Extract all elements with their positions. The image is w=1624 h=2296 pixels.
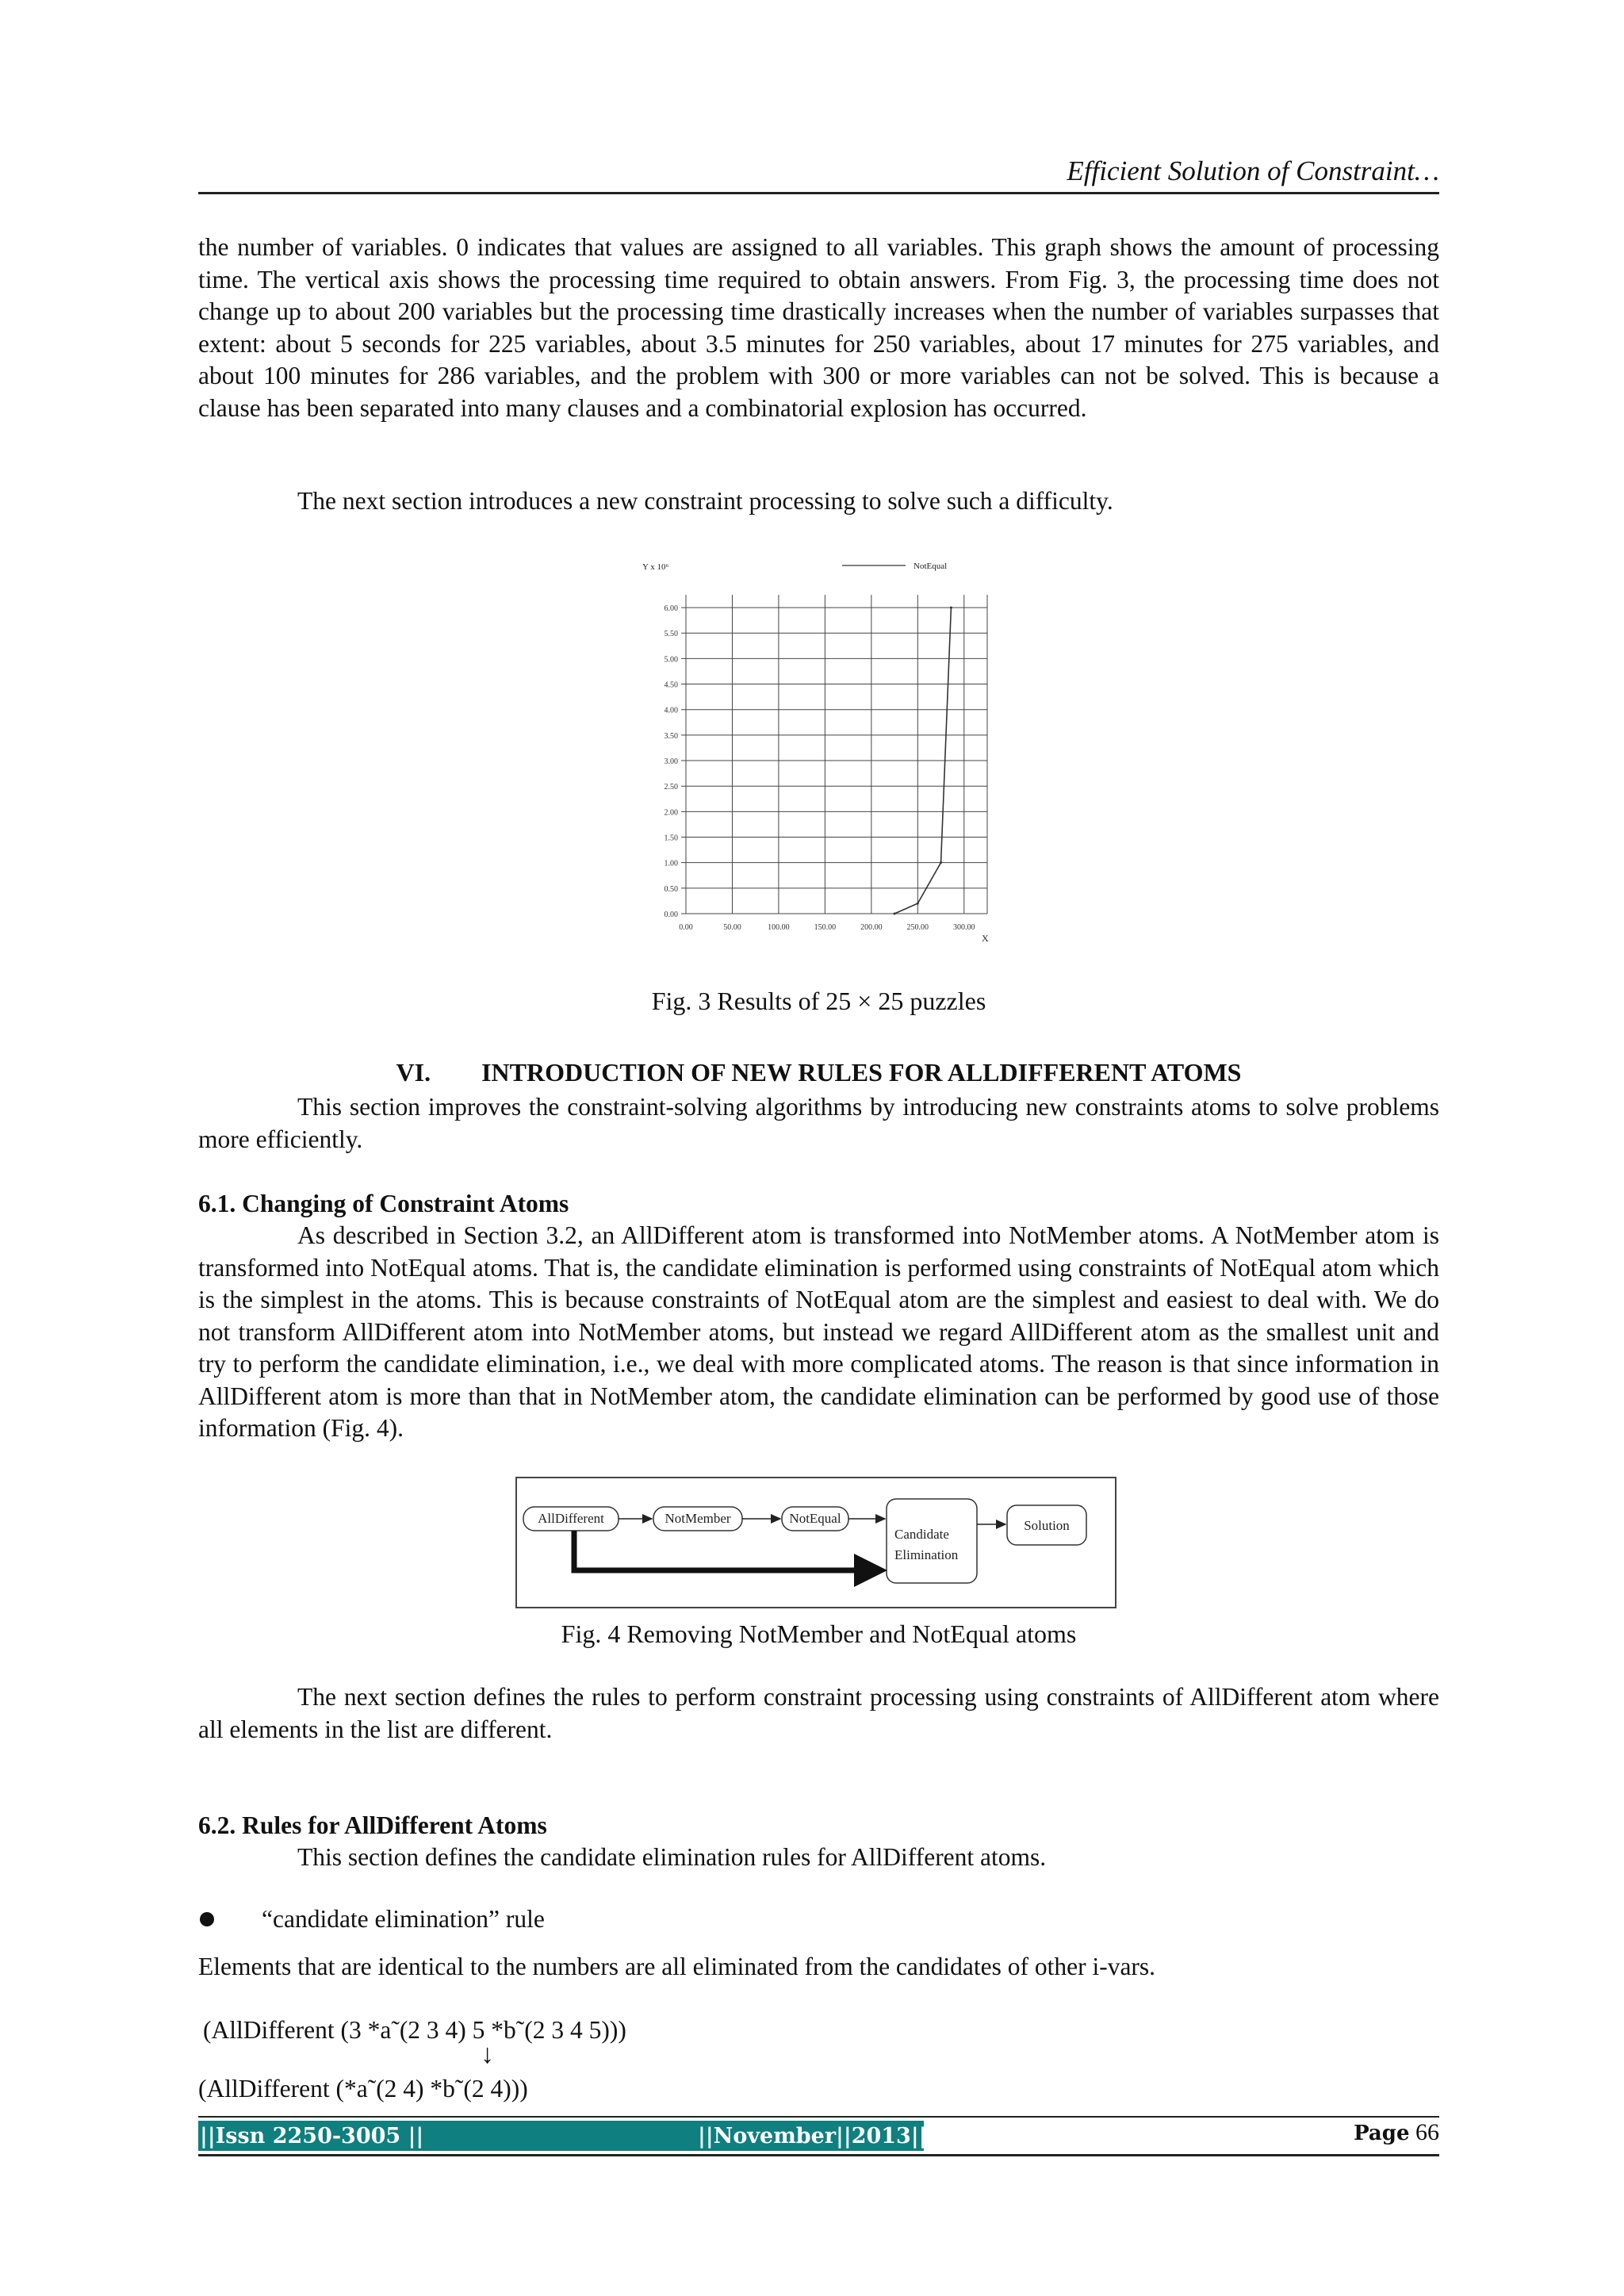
node-solution-label: Solution — [1024, 1518, 1070, 1533]
y-tick-label: 4.00 — [664, 706, 678, 715]
subsection-6-1-heading: 6.1. Changing of Constraint Atoms — [198, 1190, 569, 1217]
x-tick-label: 250.00 — [906, 923, 929, 932]
section-6-title — [198, 1058, 1439, 1087]
node-alldifferent-label: AllDifferent — [538, 1511, 604, 1526]
y-tick-label: 3.00 — [664, 757, 678, 767]
y-tick-label: 0.00 — [664, 910, 678, 919]
x-tick-label: 300.00 — [953, 923, 975, 932]
node-candidate-label-line2: Elimination — [894, 1547, 959, 1562]
node-notmember — [653, 1507, 742, 1531]
footer-bar — [198, 2121, 927, 2151]
x-tick-label: 100.00 — [768, 923, 790, 932]
y-tick-label: 5.00 — [664, 655, 678, 665]
legend-label: NotEqual — [914, 562, 948, 571]
rule-example-before: (AllDifferent (3 *a˜(2 3 4) 5 *b˜(2 3 4 5))) — [203, 2016, 626, 2044]
footer-top-rule — [198, 2116, 1439, 2118]
header-rule — [198, 192, 1439, 194]
footer-bottom-rule — [198, 2154, 1439, 2156]
node-notmember-label: NotMember — [665, 1511, 731, 1526]
y-tick-label: 0.50 — [664, 884, 678, 894]
data-point — [940, 861, 942, 864]
section-6-number: VI. — [396, 1058, 431, 1087]
figure-4-diagram — [515, 1477, 1118, 1610]
after-figure-4-paragraph: The next section defines the rules to perform constraint processing using constraints of AllDifferent atom where all elements in the list are different. — [198, 1683, 1439, 1743]
x-axis-label: X — [982, 933, 989, 944]
bullet-dot-icon — [200, 1912, 214, 1926]
data-point — [894, 913, 896, 915]
footer-issn: ||Issn 2250-3005 || — [200, 2124, 424, 2148]
y-axis-label: Y x 10⁶ — [642, 562, 669, 572]
footer-page-number: 66 — [1415, 2119, 1439, 2145]
down-arrow-icon: ↓ — [481, 2040, 494, 2069]
rule-description: Elements that are identical to the numbers are all eliminated from the candidates of other i-vars. — [198, 1953, 1156, 1980]
data-point — [917, 903, 919, 905]
y-tick-label: 1.50 — [664, 834, 678, 843]
section-6-intro: This section improves the constraint-solving algorithms by introducing new constraints atoms to solve problems more efficiently. — [198, 1093, 1439, 1153]
x-tick-label: 0.00 — [679, 923, 693, 932]
y-tick-label: 1.00 — [664, 859, 678, 868]
y-tick-label: 3.50 — [664, 731, 678, 741]
y-tick-label: 6.00 — [664, 604, 678, 614]
section-6-heading: INTRODUCTION OF NEW RULES FOR ALLDIFFERENT ATOMS — [481, 1058, 1242, 1087]
subsection-6-2-intro: This section defines the candidate elimination rules for AllDifferent atoms. — [297, 1843, 1047, 1871]
intro-transition-paragraph: The next section introduces a new constraint processing to solve such a difficulty. — [297, 487, 1113, 515]
x-tick-label: 200.00 — [860, 923, 883, 932]
footer-page-label: Page — [1354, 2122, 1410, 2145]
figure-3-caption: Fig. 3 Results of 25 × 25 puzzles — [651, 987, 986, 1015]
node-candidate-elimination — [887, 1499, 977, 1583]
node-notequal — [782, 1507, 848, 1531]
subsection-6-1-body: As described in Section 3.2, an AllDifferent atom is transformed into NotMember atoms. A NotMember atom is transformed into NotEqual atoms. That is, the candidate elimination is performed using constraints of NotEqual atom which is the simplest in the atoms. This is because constraints of NotEqual atom are the simplest and easiest to deal with. We do not transform AllDifferent atom into NotMember atoms, but instead we regard AllDifferent atom as the smallest unit and try to perform the candidate elimination, i.e., we deal with more complicated atoms. The reason is that since information in AllDifferent atom is more than that in NotMember atom, the candidate elimination can be performed by good use of those information (Fig. 4). — [198, 1221, 1439, 1442]
node-candidate-label-line1: Candidate — [894, 1527, 949, 1542]
y-tick-label: 2.50 — [664, 783, 678, 792]
figure-4-caption: Fig. 4 Removing NotMember and NotEqual atoms — [561, 1619, 1077, 1648]
running-title: Efficient Solution of Constraint… — [1067, 155, 1439, 186]
node-solution — [1007, 1505, 1086, 1545]
x-tick-label: 50.00 — [723, 923, 741, 932]
bullet-rule-name: “candidate elimination” rule — [262, 1905, 545, 1933]
subsection-6-2-heading: 6.2. Rules for AllDifferent Atoms — [198, 1811, 547, 1839]
data-point — [950, 607, 952, 609]
intro-paragraph: the number of variables. 0 indicates that values are assigned to all variables. This graph shows the amount of processing time. The vertical axis shows the processing time required to obtain answers. From Fig. 3, the processing time does not change up to about 200 variables but the processing time drastically increases when the number of variables surpasses that extent: about 5 seconds for 225 variables, about 3.5 minutes for 250 variables, about 17 minutes for 275 variables, and about 100 minutes for 286 variables, and the problem with 300 or more variables can not be solved. This is because a clause has been separated into many clauses and a combinatorial explosion has occurred. — [198, 233, 1439, 422]
node-notequal-label: NotEqual — [789, 1511, 841, 1526]
x-tick-label: 150.00 — [814, 923, 837, 932]
node-alldifferent — [523, 1507, 619, 1531]
y-tick-label: 5.50 — [664, 630, 678, 639]
rule-example-after: (AllDifferent (*a˜(2 4) *b˜(2 4))) — [198, 2075, 528, 2102]
footer-date: ||November||2013|| — [698, 2124, 927, 2148]
y-tick-label: 2.00 — [664, 808, 678, 818]
y-tick-label: 4.50 — [664, 680, 678, 690]
footer-page — [1354, 2119, 1439, 2146]
figure-3-chart — [634, 555, 999, 952]
